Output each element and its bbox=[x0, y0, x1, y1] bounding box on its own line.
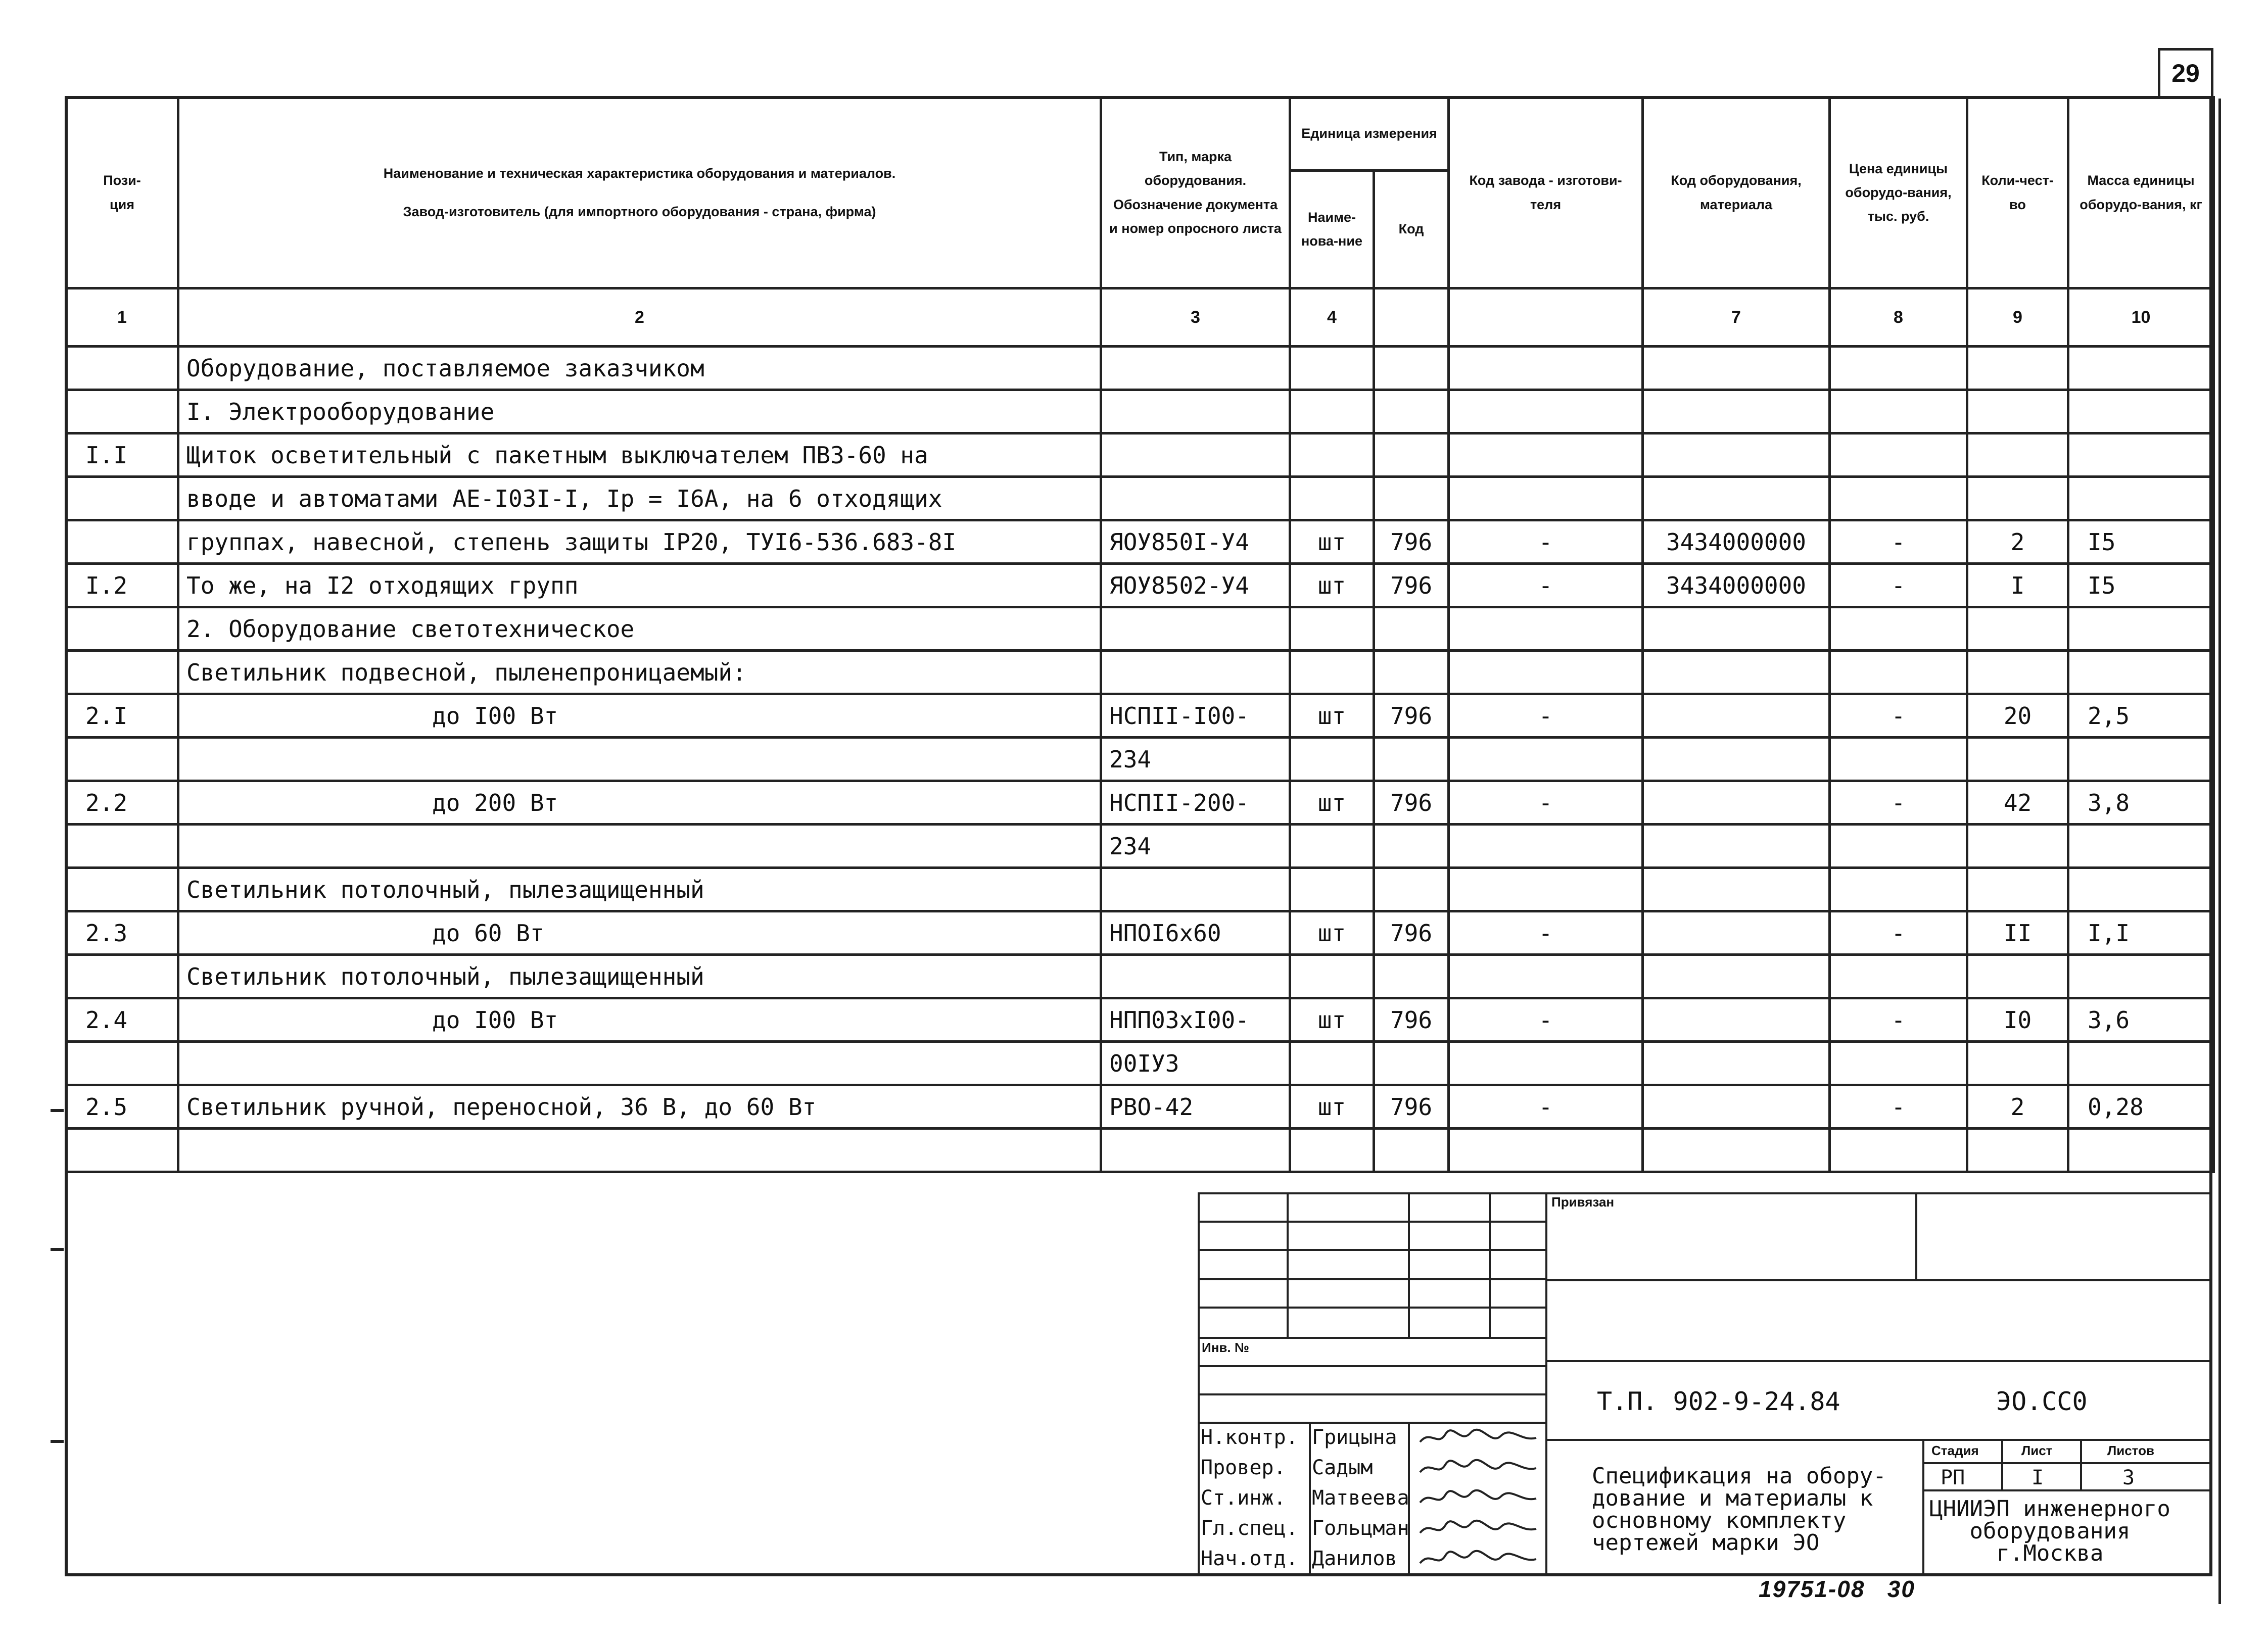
header-mass: Масса единицы оборудо-вания, кг bbox=[2068, 98, 2214, 288]
quantity-cell: I bbox=[1967, 564, 2068, 607]
staff-role: Гл.спец. bbox=[1201, 1517, 1298, 1540]
staff-name: Грицына bbox=[1312, 1426, 1397, 1449]
mass-cell bbox=[2068, 868, 2214, 911]
column-number: 10 bbox=[2068, 288, 2214, 347]
table-row bbox=[66, 868, 2214, 911]
table-row bbox=[66, 781, 2214, 825]
type-cell: НПОI6х60 bbox=[1101, 911, 1290, 955]
stamp-grid-cell bbox=[1198, 1221, 1547, 1251]
right-border-line bbox=[2218, 99, 2221, 1604]
unit-cell: шт bbox=[1290, 520, 1374, 564]
column-number: 4 bbox=[1290, 288, 1374, 347]
type-cell bbox=[1101, 607, 1290, 651]
unit-code-cell bbox=[1374, 607, 1449, 651]
plant-code-cell: - bbox=[1449, 564, 1643, 607]
quantity-cell bbox=[1967, 738, 2068, 781]
type-cell bbox=[1101, 1129, 1290, 1172]
table-row bbox=[66, 477, 2214, 520]
unit-code-cell bbox=[1374, 347, 1449, 390]
header-plant-code: Код завода - изготови-теля bbox=[1449, 98, 1643, 288]
quantity-cell: 20 bbox=[1967, 694, 2068, 738]
column-number: 2 bbox=[178, 288, 1101, 347]
header-unit-name: Наиме-нова-ние bbox=[1290, 171, 1374, 288]
document-code: ЭО.СС0 bbox=[1996, 1387, 2088, 1416]
price-cell bbox=[1830, 651, 1967, 694]
sheet-label: Лист bbox=[2021, 1443, 2053, 1458]
stamp-grid-cell bbox=[1489, 1192, 1547, 1339]
staff-role: Ст.инж. bbox=[1201, 1486, 1286, 1510]
price-cell bbox=[1830, 868, 1967, 911]
quantity-cell bbox=[1967, 607, 2068, 651]
table-row bbox=[66, 825, 2214, 868]
type-cell bbox=[1101, 955, 1290, 998]
position-cell bbox=[66, 651, 178, 694]
table-row bbox=[66, 651, 2214, 694]
plant-code-cell bbox=[1449, 1042, 1643, 1085]
linked-extra-cell bbox=[1915, 1192, 2212, 1281]
staff-name: Данилов bbox=[1312, 1547, 1397, 1570]
name-cell bbox=[178, 825, 1101, 868]
staff-name: Садым bbox=[1312, 1456, 1373, 1479]
column-number: 3 bbox=[1101, 288, 1290, 347]
table-row bbox=[66, 1129, 2214, 1172]
mass-cell bbox=[2068, 433, 2214, 477]
name-cell: I. Электрооборудование bbox=[178, 390, 1101, 433]
column-number bbox=[1449, 288, 1643, 347]
name-cell: до I00 Вт bbox=[178, 998, 1101, 1042]
mass-cell bbox=[2068, 955, 2214, 998]
margin-mark bbox=[51, 1248, 64, 1251]
equipment-code-cell bbox=[1643, 955, 1830, 998]
quantity-cell bbox=[1967, 651, 2068, 694]
unit-cell: шт bbox=[1290, 1085, 1374, 1129]
equipment-code-cell bbox=[1643, 390, 1830, 433]
price-cell bbox=[1830, 433, 1967, 477]
plant-code-cell bbox=[1449, 390, 1643, 433]
stamp-grid-cell bbox=[1287, 1192, 1410, 1339]
name-cell: Светильник подвесной, пыленепроницаемый: bbox=[178, 651, 1101, 694]
signature-image bbox=[1415, 1457, 1541, 1477]
unit-cell bbox=[1290, 1129, 1374, 1172]
stage-label: Стадия bbox=[1931, 1443, 1979, 1458]
plant-code-cell bbox=[1449, 347, 1643, 390]
equipment-code-cell bbox=[1643, 738, 1830, 781]
staff-name: Гольцман bbox=[1312, 1517, 1409, 1540]
unit-code-cell: 796 bbox=[1374, 564, 1449, 607]
sheets-label: Листов bbox=[2107, 1443, 2154, 1458]
unit-code-cell bbox=[1374, 477, 1449, 520]
unit-code-cell: 796 bbox=[1374, 1085, 1449, 1129]
plant-code-cell bbox=[1449, 1129, 1643, 1172]
name-cell: до 200 Вт bbox=[178, 781, 1101, 825]
unit-cell bbox=[1290, 955, 1374, 998]
price-cell: - bbox=[1830, 694, 1967, 738]
name-cell: до I00 Вт bbox=[178, 694, 1101, 738]
plant-code-cell bbox=[1449, 433, 1643, 477]
type-cell bbox=[1101, 433, 1290, 477]
equipment-code-cell bbox=[1643, 477, 1830, 520]
mass-cell: 0,28 bbox=[2068, 1085, 2214, 1129]
position-cell: I.I bbox=[66, 433, 178, 477]
equipment-code-cell bbox=[1643, 868, 1830, 911]
quantity-cell: 2 bbox=[1967, 1085, 2068, 1129]
type-cell bbox=[1101, 477, 1290, 520]
header-name: Наименование и техническая характеристика оборудования и материалов. Завод-изготовитель (для импортного оборудования - страна, фирма) bbox=[178, 98, 1101, 288]
unit-code-cell: 796 bbox=[1374, 998, 1449, 1042]
unit-code-cell bbox=[1374, 390, 1449, 433]
signature-image bbox=[1415, 1427, 1541, 1447]
unit-code-cell bbox=[1374, 1042, 1449, 1085]
signature-image bbox=[1415, 1518, 1541, 1538]
title-block bbox=[1198, 1192, 2212, 1576]
unit-code-cell bbox=[1374, 433, 1449, 477]
margin-mark bbox=[51, 1440, 64, 1443]
equipment-code-cell bbox=[1643, 694, 1830, 738]
quantity-cell bbox=[1967, 347, 2068, 390]
equipment-code-cell bbox=[1643, 825, 1830, 868]
equipment-code-cell bbox=[1643, 1129, 1830, 1172]
unit-code-cell: 796 bbox=[1374, 520, 1449, 564]
header-price: Цена единицы оборудо-вания, тыс. руб. bbox=[1830, 98, 1967, 288]
column-number bbox=[1374, 288, 1449, 347]
table-row bbox=[66, 564, 2214, 607]
header-position: Пози- ция bbox=[66, 98, 178, 288]
position-cell bbox=[66, 607, 178, 651]
position-cell bbox=[66, 955, 178, 998]
quantity-cell bbox=[1967, 433, 2068, 477]
plant-code-cell: - bbox=[1449, 781, 1643, 825]
sheet-value: I bbox=[2031, 1466, 2044, 1489]
sheets-value: 3 bbox=[2122, 1466, 2135, 1489]
price-cell bbox=[1830, 738, 1967, 781]
inv-label: Инв. № bbox=[1202, 1340, 1249, 1355]
position-cell bbox=[66, 825, 178, 868]
type-cell: 234 bbox=[1101, 738, 1290, 781]
type-cell: НСПII-I00- bbox=[1101, 694, 1290, 738]
signature-image bbox=[1415, 1548, 1541, 1568]
type-cell: РВО-42 bbox=[1101, 1085, 1290, 1129]
unit-cell bbox=[1290, 825, 1374, 868]
plant-code-cell: - bbox=[1449, 911, 1643, 955]
position-cell bbox=[66, 520, 178, 564]
stamp-grid-cell bbox=[1408, 1192, 1491, 1339]
position-cell bbox=[66, 477, 178, 520]
table-row bbox=[66, 955, 2214, 998]
name-cell: до 60 Вт bbox=[178, 911, 1101, 955]
price-cell bbox=[1830, 825, 1967, 868]
equipment-code-cell bbox=[1643, 1042, 1830, 1085]
price-cell: - bbox=[1830, 781, 1967, 825]
mass-cell bbox=[2068, 1042, 2214, 1085]
quantity-cell: 42 bbox=[1967, 781, 2068, 825]
name-cell: Светильник потолочный, пылезащищенный bbox=[178, 868, 1101, 911]
table-row bbox=[66, 347, 2214, 390]
unit-cell: шт bbox=[1290, 564, 1374, 607]
position-cell: 2.2 bbox=[66, 781, 178, 825]
organization: ЦНИИЭП инженерного оборудования г.Москва bbox=[1929, 1496, 2170, 1566]
mass-cell: I5 bbox=[2068, 564, 2214, 607]
column-number: 1 bbox=[66, 288, 178, 347]
staff-role: Нач.отд. bbox=[1201, 1547, 1298, 1570]
margin-mark bbox=[51, 1109, 64, 1112]
unit-cell bbox=[1290, 738, 1374, 781]
type-cell: ЯОУ850I-У4 bbox=[1101, 520, 1290, 564]
unit-code-cell bbox=[1374, 955, 1449, 998]
quantity-cell bbox=[1967, 390, 2068, 433]
position-cell: 2.5 bbox=[66, 1085, 178, 1129]
unit-cell: шт bbox=[1290, 998, 1374, 1042]
mass-cell bbox=[2068, 347, 2214, 390]
plant-code-cell: - bbox=[1449, 998, 1643, 1042]
position-cell bbox=[66, 868, 178, 911]
equipment-code-cell bbox=[1643, 651, 1830, 694]
type-cell: 234 bbox=[1101, 825, 1290, 868]
type-cell bbox=[1101, 651, 1290, 694]
name-cell: Оборудование, поставляемое заказчиком bbox=[178, 347, 1101, 390]
unit-cell bbox=[1290, 651, 1374, 694]
table-row bbox=[66, 1085, 2214, 1129]
name-cell: Светильник потолочный, пылезащищенный bbox=[178, 955, 1101, 998]
price-cell: - bbox=[1830, 1085, 1967, 1129]
mass-cell bbox=[2068, 390, 2214, 433]
staff-role: Н.контр. bbox=[1201, 1426, 1298, 1449]
signature-image bbox=[1415, 1487, 1541, 1508]
plant-code-cell: - bbox=[1449, 694, 1643, 738]
mass-cell: I5 bbox=[2068, 520, 2214, 564]
plant-code-cell: - bbox=[1449, 520, 1643, 564]
equipment-code-cell bbox=[1643, 781, 1830, 825]
header-unit-code: Код bbox=[1374, 171, 1449, 288]
quantity-cell: II bbox=[1967, 911, 2068, 955]
stamp-grid-cell bbox=[1198, 1278, 1547, 1309]
mass-cell bbox=[2068, 477, 2214, 520]
linked-label: Привязан bbox=[1551, 1194, 1615, 1210]
price-cell bbox=[1830, 347, 1967, 390]
position-cell bbox=[66, 1129, 178, 1172]
position-cell bbox=[66, 347, 178, 390]
mass-cell: 2,5 bbox=[2068, 694, 2214, 738]
name-cell: То же, на I2 отходящих групп bbox=[178, 564, 1101, 607]
type-cell bbox=[1101, 868, 1290, 911]
name-cell: Светильник ручной, переносной, 36 В, до 60 Вт bbox=[178, 1085, 1101, 1129]
unit-code-cell: 796 bbox=[1374, 781, 1449, 825]
position-cell: 2.I bbox=[66, 694, 178, 738]
quantity-cell bbox=[1967, 477, 2068, 520]
staff-role: Провер. bbox=[1201, 1456, 1286, 1479]
staff-name: Матвеева bbox=[1312, 1486, 1409, 1510]
name-cell: вводе и автоматами АЕ-I03I-I, Iр = I6А, на 6 отходящих bbox=[178, 477, 1101, 520]
price-cell bbox=[1830, 1129, 1967, 1172]
plant-code-cell bbox=[1449, 477, 1643, 520]
equipment-code-cell bbox=[1643, 347, 1830, 390]
table-row bbox=[66, 998, 2214, 1042]
header-unit-group: Единица измерения bbox=[1290, 98, 1449, 171]
plant-code-cell bbox=[1449, 651, 1643, 694]
table-row bbox=[66, 390, 2214, 433]
name-cell bbox=[178, 1042, 1101, 1085]
unit-cell: шт bbox=[1290, 911, 1374, 955]
equipment-code-cell: 3434000000 bbox=[1643, 564, 1830, 607]
unit-code-cell bbox=[1374, 738, 1449, 781]
inv-cell bbox=[1198, 1337, 1547, 1367]
table-row bbox=[66, 433, 2214, 477]
stamp-grid-cell bbox=[1198, 1393, 1547, 1424]
quantity-cell bbox=[1967, 1129, 2068, 1172]
plant-code-cell: - bbox=[1449, 1085, 1643, 1129]
equipment-code-cell bbox=[1643, 1085, 1830, 1129]
quantity-cell bbox=[1967, 825, 2068, 868]
column-number: 8 bbox=[1830, 288, 1967, 347]
page-number: 29 bbox=[2158, 48, 2213, 99]
unit-cell bbox=[1290, 868, 1374, 911]
unit-code-cell bbox=[1374, 651, 1449, 694]
project-code: Т.П. 902-9-24.84 bbox=[1597, 1387, 1840, 1416]
position-cell bbox=[66, 1042, 178, 1085]
price-cell bbox=[1830, 477, 1967, 520]
mass-cell: I,I bbox=[2068, 911, 2214, 955]
unit-code-cell: 796 bbox=[1374, 911, 1449, 955]
name-cell bbox=[178, 1129, 1101, 1172]
quantity-cell: I0 bbox=[1967, 998, 2068, 1042]
price-cell: - bbox=[1830, 911, 1967, 955]
mass-cell bbox=[2068, 1129, 2214, 1172]
position-cell: 2.4 bbox=[66, 998, 178, 1042]
plant-code-cell bbox=[1449, 607, 1643, 651]
price-cell: - bbox=[1830, 564, 1967, 607]
type-cell: 00IУ3 bbox=[1101, 1042, 1290, 1085]
quantity-cell bbox=[1967, 955, 2068, 998]
equipment-code-cell bbox=[1643, 911, 1830, 955]
name-cell bbox=[178, 738, 1101, 781]
unit-cell bbox=[1290, 390, 1374, 433]
unit-code-cell bbox=[1374, 825, 1449, 868]
type-cell bbox=[1101, 390, 1290, 433]
unit-cell: шт bbox=[1290, 781, 1374, 825]
mass-cell bbox=[2068, 607, 2214, 651]
plant-code-cell bbox=[1449, 868, 1643, 911]
table-row bbox=[66, 911, 2214, 955]
price-cell bbox=[1830, 955, 1967, 998]
unit-cell bbox=[1290, 477, 1374, 520]
table-row bbox=[66, 694, 2214, 738]
plant-code-cell bbox=[1449, 738, 1643, 781]
unit-cell: шт bbox=[1290, 694, 1374, 738]
equipment-code-cell: 3434000000 bbox=[1643, 520, 1830, 564]
mass-cell: 3,8 bbox=[2068, 781, 2214, 825]
header-type: Тип, марка оборудования. Обозначение документа и номер опросного листа bbox=[1101, 98, 1290, 288]
unit-code-cell: 796 bbox=[1374, 694, 1449, 738]
type-cell: НПП03хI00- bbox=[1101, 998, 1290, 1042]
unit-cell bbox=[1290, 433, 1374, 477]
stamp-blank-cell bbox=[1545, 1279, 2212, 1362]
quantity-cell bbox=[1967, 1042, 2068, 1085]
mass-cell bbox=[2068, 738, 2214, 781]
price-cell bbox=[1830, 607, 1967, 651]
specification-table bbox=[65, 96, 2215, 1173]
footer-number: 19751-08 30 bbox=[1759, 1576, 1915, 1602]
table-row bbox=[66, 738, 2214, 781]
plant-code-cell bbox=[1449, 825, 1643, 868]
table-row bbox=[66, 1042, 2214, 1085]
price-cell bbox=[1830, 390, 1967, 433]
quantity-cell bbox=[1967, 868, 2068, 911]
header-equipment-code: Код оборудования, материала bbox=[1643, 98, 1830, 288]
name-cell: Щиток осветительный с пакетным выключателем ПВЗ-60 на bbox=[178, 433, 1101, 477]
price-cell: - bbox=[1830, 520, 1967, 564]
quantity-cell: 2 bbox=[1967, 520, 2068, 564]
position-cell: I.2 bbox=[66, 564, 178, 607]
equipment-code-cell bbox=[1643, 998, 1830, 1042]
type-cell: НСПII-200- bbox=[1101, 781, 1290, 825]
mass-cell bbox=[2068, 651, 2214, 694]
equipment-code-cell bbox=[1643, 607, 1830, 651]
position-cell bbox=[66, 738, 178, 781]
equipment-code-cell bbox=[1643, 433, 1830, 477]
position-cell bbox=[66, 390, 178, 433]
name-cell: группах, навесной, степень защиты IP20, ТУI6-536.683-8I bbox=[178, 520, 1101, 564]
mass-cell: 3,6 bbox=[2068, 998, 2214, 1042]
unit-cell bbox=[1290, 347, 1374, 390]
table-row bbox=[66, 520, 2214, 564]
unit-code-cell bbox=[1374, 1129, 1449, 1172]
unit-code-cell bbox=[1374, 868, 1449, 911]
price-cell bbox=[1830, 1042, 1967, 1085]
column-number: 7 bbox=[1643, 288, 1830, 347]
table-row bbox=[66, 607, 2214, 651]
type-cell bbox=[1101, 347, 1290, 390]
price-cell: - bbox=[1830, 998, 1967, 1042]
unit-cell bbox=[1290, 607, 1374, 651]
name-cell: 2. Оборудование светотехническое bbox=[178, 607, 1101, 651]
stamp-grid-cell bbox=[1198, 1365, 1547, 1395]
position-cell: 2.3 bbox=[66, 911, 178, 955]
plant-code-cell bbox=[1449, 955, 1643, 998]
header-quantity: Коли-чест-во bbox=[1967, 98, 2068, 288]
type-cell: ЯОУ8502-У4 bbox=[1101, 564, 1290, 607]
mass-cell bbox=[2068, 825, 2214, 868]
unit-cell bbox=[1290, 1042, 1374, 1085]
document-title: Спецификация на обору- дование и материалы к основному комплекту чертежей марки ЭО bbox=[1592, 1463, 1886, 1556]
stage-value: РП bbox=[1941, 1466, 1965, 1489]
column-number: 9 bbox=[1967, 288, 2068, 347]
stamp-grid-cell bbox=[1198, 1192, 1289, 1339]
